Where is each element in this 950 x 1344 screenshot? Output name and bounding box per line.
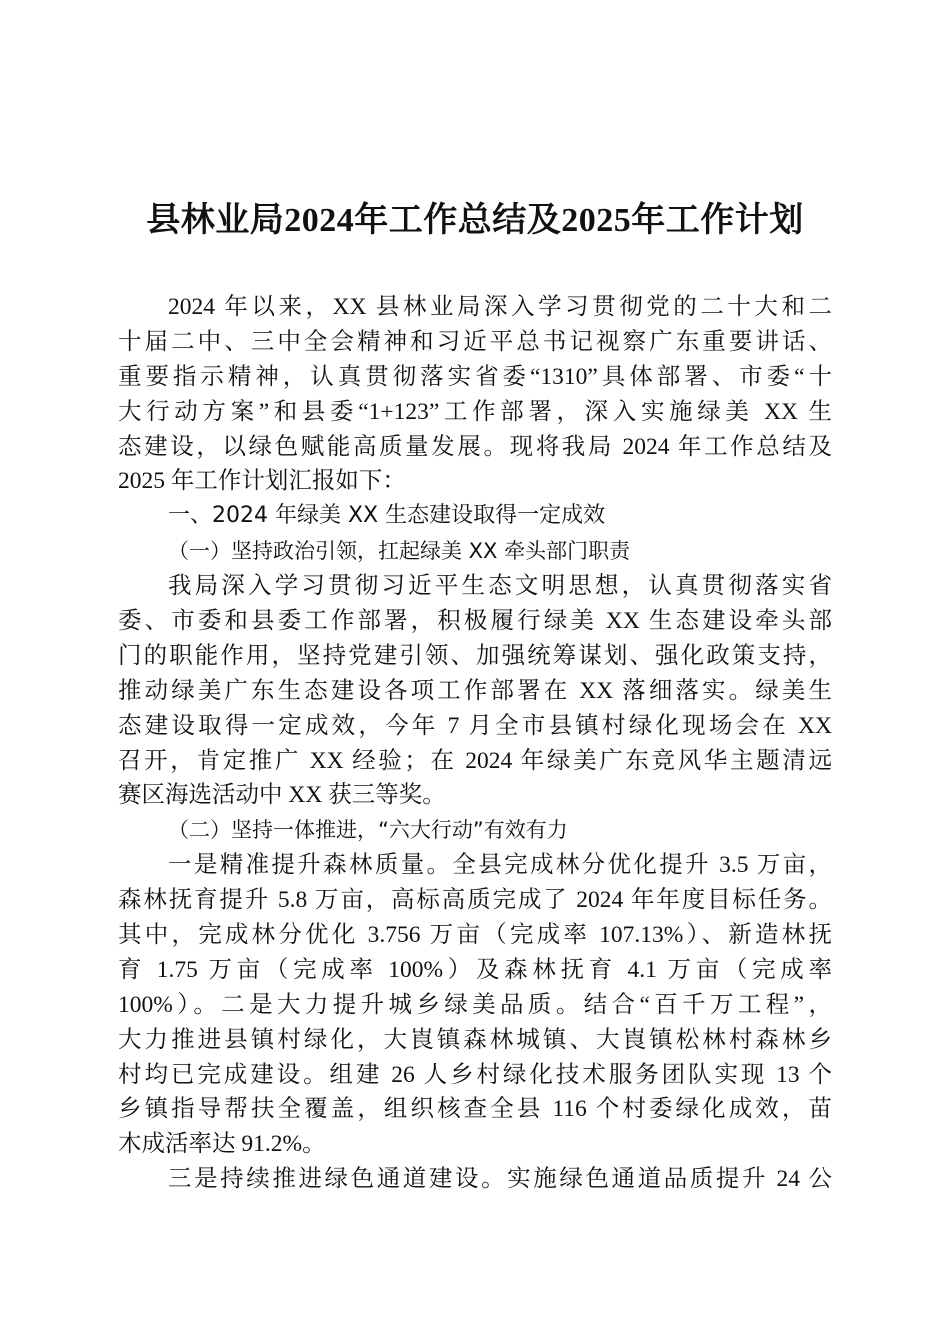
text-line: 大力推进县镇村绿化，大崀镇森林城镇、大崀镇松林村森林乡	[118, 1026, 832, 1053]
text-line: 木成活率达 91.2%。	[118, 1131, 326, 1158]
text-line: （一）坚持政治引领，扛起绿美 XX 牵头部门职责	[168, 539, 631, 564]
text-line: 乡镇指导帮扶全覆盖，组织核查全县 116 个村委绿化成效，苗	[118, 1096, 832, 1123]
text-line: 2024 年以来，XX 县林业局深入学习贯彻党的二十大和二	[168, 294, 832, 320]
text-line: 召开，肯定推广 XX 经验；在 2024 年绿美广东竞风华主题清远	[118, 747, 832, 774]
text-line: 育 1.75 万亩（完成率 100%）及森林抚育 4.1 万亩（完成率	[118, 956, 832, 983]
text-line: 其中，完成林分优化 3.756 万亩（完成率 107.13%）、新造林抚	[118, 922, 832, 949]
subsection-heading	[118, 813, 832, 848]
text-line: 推动绿美广东生态建设各项工作部署在 XX 落细落实。绿美生	[118, 677, 832, 704]
text-line: 赛区海选活动中 XX 获三等奖。	[118, 782, 446, 809]
text-line: 村均已完成建设。组建 26 人乡村绿化技术服务团队实现 13 个	[118, 1061, 832, 1088]
text-line: 十届二中、三中全会精神和习近平总书记视察广东重要讲话、	[118, 328, 832, 355]
text-line: 100%）。二是大力提升城乡绿美品质。结合“百千万工程”，	[118, 991, 832, 1018]
text-line: 态建设，以绿色赋能高质量发展。现将我局 2024 年工作总结及	[118, 433, 832, 460]
text-line: 我局深入学习贯彻习近平生态文明思想，认真贯彻落实省	[168, 573, 832, 600]
text-line: 委、市委和县委工作部署，积极履行绿美 XX 生态建设牵头部	[118, 608, 832, 635]
text-line: 森林抚育提升 5.8 万亩，高标高质完成了 2024 年年度目标任务。	[118, 887, 832, 914]
text-line: 门的职能作用，坚持党建引领、加强统筹谋划、强化政策支持，	[118, 642, 832, 669]
paragraph	[118, 569, 832, 813]
section-heading	[118, 499, 832, 534]
document-body	[118, 290, 832, 1197]
text-line: （二）坚持一体推进，“六大行动”有效有力	[168, 818, 568, 843]
paragraph	[118, 290, 832, 499]
text-line: 重要指示精神，认真贯彻落实省委“1310”具体部署、市委“十	[118, 363, 832, 390]
text-line: 三是持续推进绿色通道建设。实施绿色通道品质提升 24 公	[168, 1166, 832, 1193]
text-line: 大行动方案”和县委“1+123”工作部署，深入实施绿美 XX 生	[118, 398, 832, 425]
text-line: 2025 年工作计划汇报如下：	[118, 468, 406, 495]
text-line: 态建设取得一定成效，今年 7 月全市县镇村绿化现场会在 XX	[118, 712, 832, 739]
text-line: 一是精准提升森林质量。全县完成林分优化提升 3.5 万亩，	[168, 852, 832, 879]
subsection-heading	[118, 534, 832, 569]
paragraph	[118, 1162, 832, 1197]
document-title: 县林业局2024年工作总结及2025年工作计划	[146, 202, 804, 239]
paragraph	[118, 848, 832, 1162]
text-line: 一、2024 年绿美 XX 生态建设取得一定成效	[168, 503, 606, 529]
